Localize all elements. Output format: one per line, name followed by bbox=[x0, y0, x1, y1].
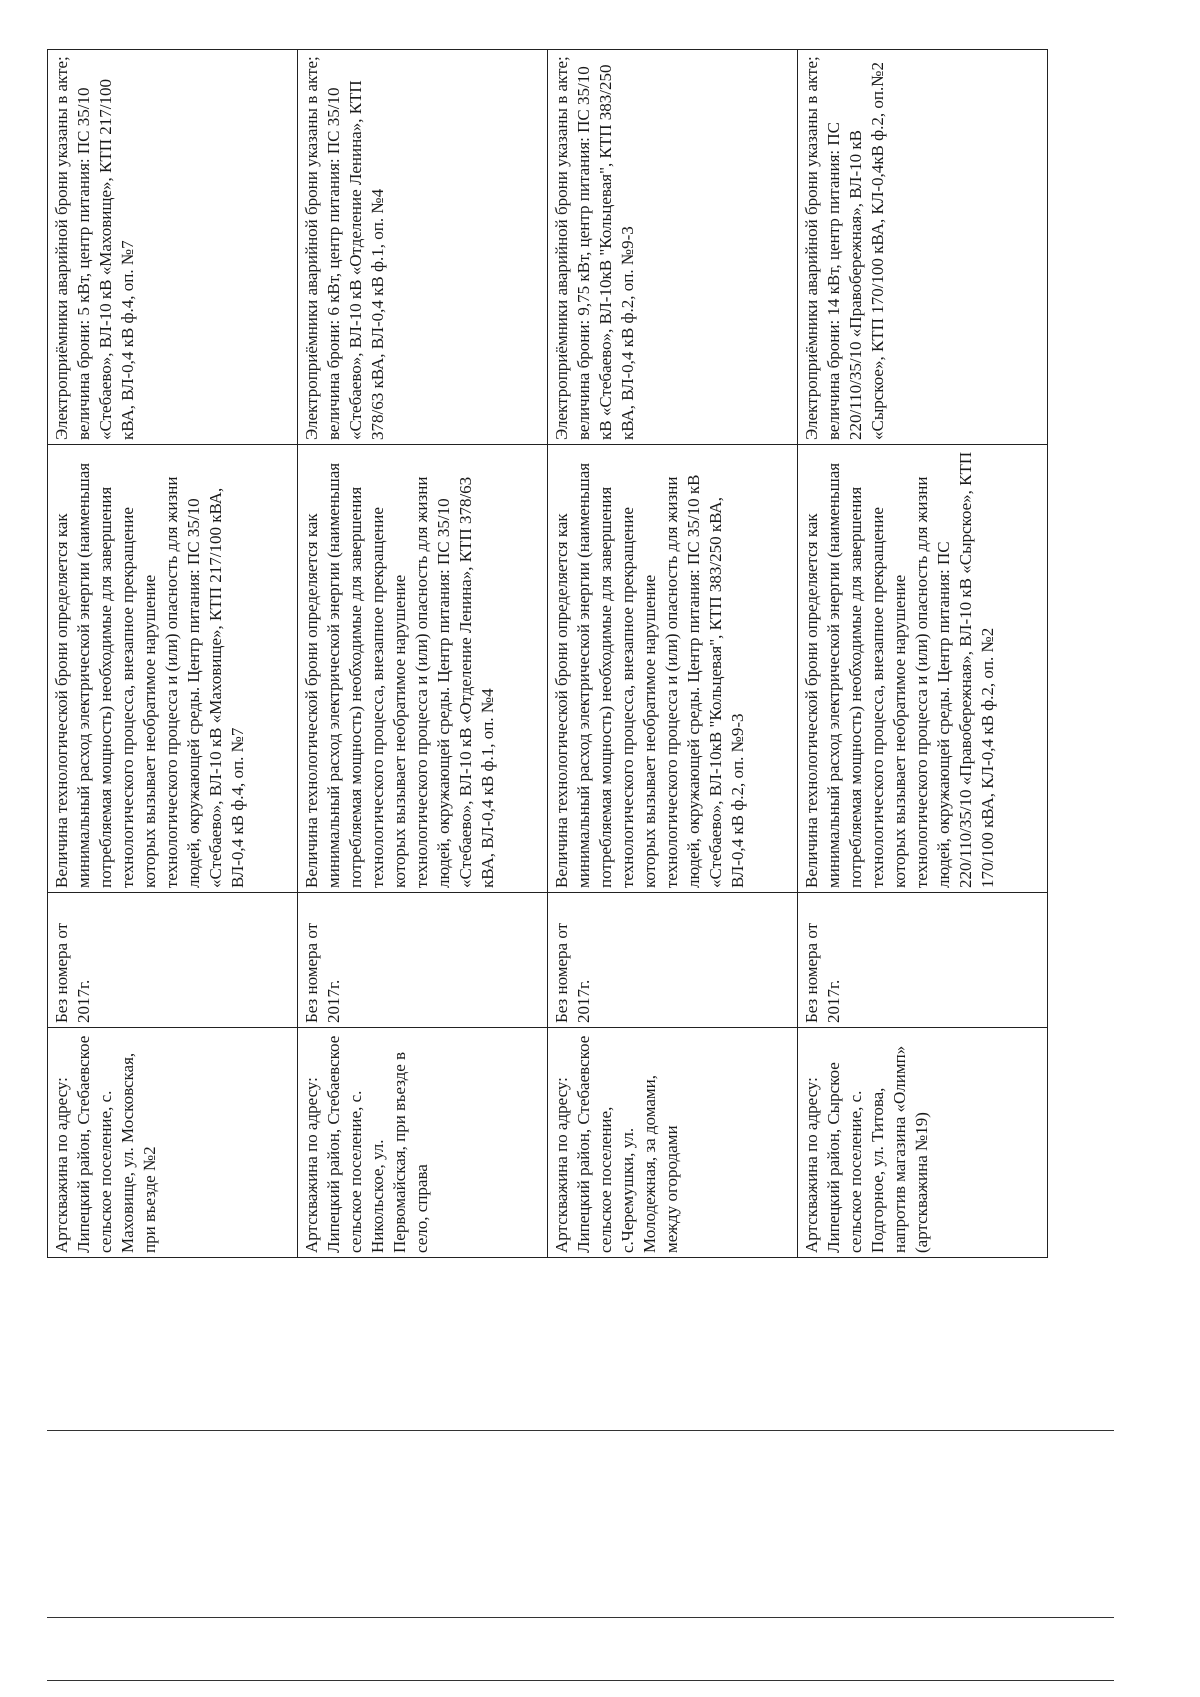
address-cell: Артскважина по адресу: Липецкий район, Сырское сельское поселение, с. Подгорное, ул. Титова, напротив магазина «Олимп» (артскважина №19) bbox=[798, 1028, 1048, 1258]
emergency-reserve-cell: Электроприёмники аварийной брони указаны в акте; величина брони: 5 кВт, центр питания: ПС 35/10 «Стебаево», ВЛ-10 кВ «Маховище», КТП 217/100 кВА, ВЛ-0,4 кВ ф.4, оп. №7 bbox=[48, 50, 298, 445]
address-cell: Артскважина по адресу: Липецкий район, Стебаевское сельское поселение, с. Никольское, ул. Первомайская, при въезде в село, справа bbox=[298, 1028, 548, 1258]
emergency-reserve-cell: Электроприёмники аварийной брони указаны в акте; величина брони: 14 кВт, центр питания: ПС 220/110/35/10 «Правобережная», ВЛ-10 кВ «Сырское», КТП 170/100 кВА, КЛ-0,4кВ ф.2, оп.№2 bbox=[798, 50, 1048, 445]
document-cell: Без номера от 2017г. bbox=[548, 893, 798, 1028]
emergency-reserve-cell: Электроприёмники аварийной брони указаны в акте; величина брони: 6 кВт, центр питания: ПС 35/10 «Стебаево», ВЛ-10 кВ «Отделение Ленина», КТП 378/63 кВА, ВЛ-0,4 кВ ф.1, оп. №4 bbox=[298, 50, 548, 445]
horizontal-rule bbox=[47, 1617, 1114, 1618]
horizontal-rule bbox=[47, 1430, 1114, 1431]
address-cell: Артскважина по адресу: Липецкий район, Стебаевское сельское поселение, с. Маховище, ул. Московская, при въезде №2 bbox=[48, 1028, 298, 1258]
horizontal-rule bbox=[47, 1680, 1114, 1681]
address-cell: Артскважина по адресу: Липецкий район, Стебаевское сельское поселение, с.Черемушки, ул. Молодежная, за домами, между огородами bbox=[548, 1028, 798, 1258]
emergency-reserve-cell: Электроприёмники аварийной брони указаны в акте; величина брони: 9,75 кВт, центр питания: ПС 35/10 кВ «Стебаево», ВЛ-10кВ "Кольцевая", КТП 383/250 кВА, ВЛ-0,4 кВ ф.2, оп. №9-3 bbox=[548, 50, 798, 445]
reserve-table bbox=[47, 49, 1048, 1258]
tech-reserve-cell: Величина технологической брони определяется как минимальный расход электрической энергии (наименьшая потребляемая мощность) необходимые для завершения технологического процесса, внезапное прекращение которых вызывает необратимое нарушение технологического процесса и (или) опасность для жизни людей, окружающей среды. Центр питания: ПС 220/110/35/10 «Правобережная», ВЛ-10 кВ «Сырское», КТП 170/100 кВА, КЛ-0,4 кВ ф.2, оп. №2 bbox=[798, 445, 1048, 893]
table-row bbox=[798, 50, 1048, 1258]
table-row bbox=[548, 50, 798, 1258]
tech-reserve-cell: Величина технологической брони определяется как минимальный расход электрической энергии (наименьшая потребляемая мощность) необходимые для завершения технологического процесса, внезапное прекращение которых вызывает необратимое нарушение технологического процесса и (или) опасность для жизни людей, окружающей среды. Центр питания: ПС 35/10 «Стебаево», ВЛ-10 кВ «Маховище», КТП 217/100 кВА, ВЛ-0,4 кВ ф.4, оп. №7 bbox=[48, 445, 298, 893]
document-cell: Без номера от 2017г. bbox=[298, 893, 548, 1028]
document-cell: Без номера от 2017г. bbox=[798, 893, 1048, 1028]
tech-reserve-cell: Величина технологической брони определяется как минимальный расход электрической энергии (наименьшая потребляемая мощность) необходимые для завершения технологического процесса, внезапное прекращение которых вызывает необратимое нарушение технологического процесса и (или) опасность для жизни людей, окружающей среды. Центр питания: ПС 35/10 кВ «Стебаево», ВЛ-10кВ "Кольцевая", КТП 383/250 кВА, ВЛ-0,4 кВ ф.2, оп. №9-3 bbox=[548, 445, 798, 893]
document-cell: Без номера от 2017г. bbox=[48, 893, 298, 1028]
tech-reserve-cell: Величина технологической брони определяется как минимальный расход электрической энергии (наименьшая потребляемая мощность) необходимые для завершения технологического процесса, внезапное прекращение которых вызывает необратимое нарушение технологического процесса и (или) опасность для жизни людей, окружающей среды. Центр питания: ПС 35/10 «Стебаево», ВЛ-10 кВ «Отделение Ленина», КТП 378/63 кВА, ВЛ-0,4 кВ ф.1, оп. №4 bbox=[298, 445, 548, 893]
table-row bbox=[48, 50, 298, 1258]
table-row bbox=[298, 50, 548, 1258]
